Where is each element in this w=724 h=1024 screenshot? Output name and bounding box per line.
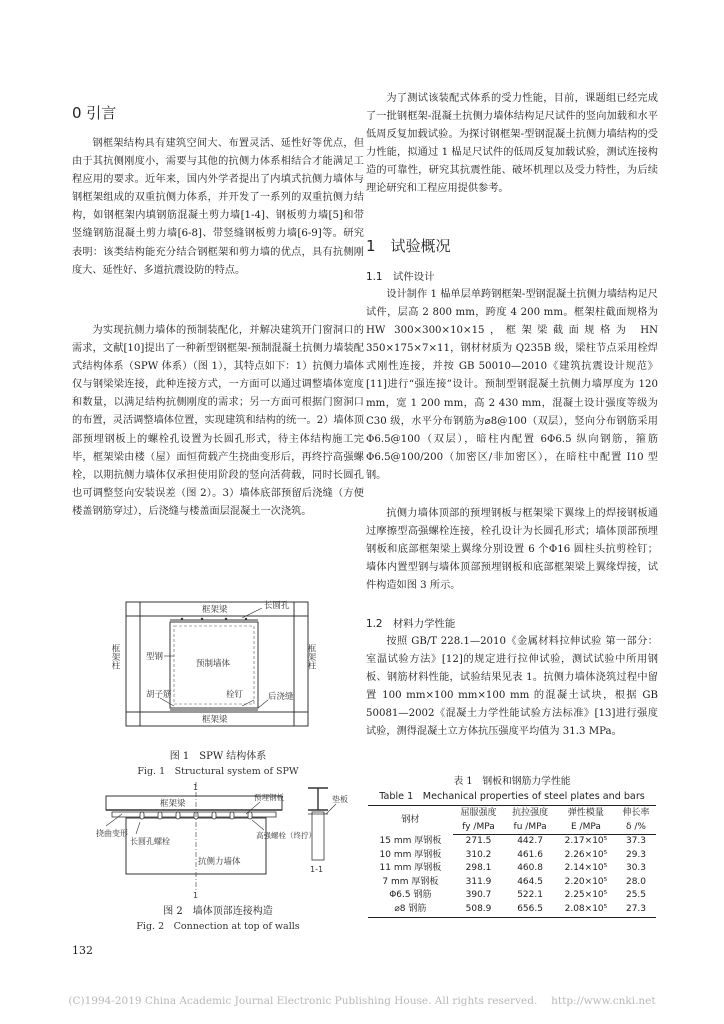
table-row xyxy=(368,889,656,903)
intro-paragraph-2: 为实现抗侧力墙体的预制装配化，并解决建筑开门窗洞口的需求，文献[10]提出了一种新型钢框架-预制混凝土抗侧力墙装配式结构体系（SPW 体系）（图 1），其特点如下：1）抗侧力墙体仅与钢梁梁连接，此种连接方式，一方面可以通过调整墙体宽度和数量，以满足结构抗侧刚度的需求；另一方面可根据门窗洞口的布置，灵活调整墙体位置，实现建筑和结构的统一。2）墙体顶部预埋钢板上的螺栓孔设置为长圆孔形式，待主体结构施工完毕，框架梁由楼（屋）面恒荷载产生挠曲变形后，再终拧高强螺栓，以期抗侧力墙体仅承担使用阶段的竖向活荷载，同时长圆孔也可调整竖向安装误差（图 2）。3）墙体底部预留后浇缝（方便楼盖钢筋穿过），后浇缝与楼盖面层混凝土一次浇筑。 xyxy=(72,325,364,517)
table-header-elongation: 伸长率 xyxy=(616,806,656,821)
table-cell: 522.1 xyxy=(517,890,543,901)
table-row xyxy=(368,835,656,849)
fig1-label-top-beam: 框架梁 xyxy=(202,605,228,615)
fig2-label-mark-top: 1 xyxy=(193,783,199,792)
figure-1-caption-cn: 图 1 SPW 结构体系 xyxy=(169,751,267,762)
fig1-label-post-cast-strip: 后浇缝 xyxy=(268,692,294,702)
table-cell: 311.9 xyxy=(465,876,492,887)
fig1-label-anchor-bars: 胡子筋 xyxy=(146,690,172,700)
table-cell: 390.7 xyxy=(465,890,492,901)
table-cell: 298.1 xyxy=(465,863,492,874)
table-row xyxy=(368,862,656,876)
fig2-label-embedded-plate: 预埋钢板 xyxy=(254,793,284,802)
fig2-label-mark-bottom: 1 xyxy=(193,891,199,900)
fig2-label-deflection: 挠曲变形 xyxy=(96,829,128,838)
fig1-label-precast-wall: 预制墙体 xyxy=(196,659,231,669)
table-cell: 29.3 xyxy=(625,849,647,860)
table-unit-elongation: δ /% xyxy=(616,820,656,835)
table-cell: 2.20×10⁵ xyxy=(564,876,608,887)
copyright-footer: (C)1994-2019 China Academic Journal Electronic Publishing House. All rights reserved. http://www.cnki.net xyxy=(68,995,656,1007)
table-cell: Φ6.5 钢筋 xyxy=(389,890,432,901)
table-header-material: 钢材 xyxy=(368,806,453,835)
table-cell: 2.26×10⁵ xyxy=(564,849,608,860)
table-1-mechanical-properties xyxy=(368,805,656,918)
fig2-label-hs-bolt: 高强螺栓（终拧） xyxy=(256,831,316,840)
fig2-label-frame-beam: 框架梁 xyxy=(160,799,186,809)
table-cell: 2.14×10⁵ xyxy=(564,863,608,874)
table-cell: 460.8 xyxy=(517,863,543,874)
right-intro-paragraph: 为了测试该装配式体系的受力性能，目前，课题组已经完成了一批钢框架-混凝土抗侧力墙体结构足尺试件的竖向加载和水平低周反复加载试验。为探讨钢框架-型钢混凝土抗侧力墙结构的受力性能，拟通过 1 榀足尺试件的低周反复加载试验，测试连接构造的可靠性，研究其抗震性能、破坏机理以及受力特性，为后续理论研究和工程应用提供参考。 xyxy=(366,93,658,195)
figure-1-caption-en: Fig. 1 Structural system of SPW xyxy=(137,766,299,777)
fig1-label-slot-hole: 长圆孔 xyxy=(264,601,290,611)
table-header-modulus: 弹性模量 xyxy=(556,806,616,821)
table-cell: 310.2 xyxy=(465,849,492,860)
table-cell: 7 mm 厚钢板 xyxy=(382,876,439,887)
table-cell: 27.3 xyxy=(616,903,656,917)
table-cell: 461.6 xyxy=(517,849,543,860)
table-cell: 271.5 xyxy=(465,836,492,846)
table-cell: 2.17×10⁵ xyxy=(564,836,608,846)
table-cell: 37.3 xyxy=(625,836,647,846)
section-1-heading: 1 试验概况 xyxy=(366,237,451,255)
table-row xyxy=(368,876,656,890)
table-unit-yield: fy /MPa xyxy=(453,820,505,835)
fig2-label-section-1-1: 1-1 xyxy=(310,865,324,874)
figure-2-caption-en: Fig. 2 Connection at top of walls xyxy=(136,921,300,932)
table-cell: 15 mm 厚钢板 xyxy=(379,835,442,846)
subsection-1-2-heading: 1.2 材料力学性能 xyxy=(366,618,456,630)
table-cell: 25.5 xyxy=(625,890,647,901)
fig2-label-pad: 垫板 xyxy=(332,795,348,804)
table-unit-tensile: fu /MPa xyxy=(504,820,556,835)
figure-2-top-connection xyxy=(96,778,356,898)
table-cell: 28.0 xyxy=(625,876,647,887)
table-cell: 656.5 xyxy=(504,903,556,917)
table-cell: 10 mm 厚钢板 xyxy=(379,849,442,860)
figure-1-spw-system xyxy=(112,594,322,744)
table-cell: 2.25×10⁵ xyxy=(564,890,608,901)
table-cell: 464.5 xyxy=(517,876,543,887)
table-cell: 442.7 xyxy=(517,836,543,846)
table-cell: 2.08×10⁵ xyxy=(556,903,616,917)
fig1-label-right-column: 框架柱 xyxy=(306,644,316,670)
figure-2-caption-cn: 图 2 墙体顶部连接构造 xyxy=(163,906,273,917)
table-header-yield: 屈服强度 xyxy=(453,806,505,821)
intro-paragraph-1: 钢框架结构具有建筑空间大、布置灵活、延性好等优点，但由于其抗侧刚度小，需要与其他的抗侧力体系相结合才能满足工程应用的要求。近年来，国内外学者提出了内填式抗侧力墙体与钢框架组成的双重抗侧力体系，并开发了一系列的双重抗侧力结构，如钢框架内填钢筋混凝土剪力墙[1-4]、钢板剪力墙[5]和带竖缝钢筋混凝土剪力墙[6-8]、带竖缝钢板剪力墙[6-9]等。研究表明：该类结构能充分结合钢框架和剪力墙的优点，具有抗侧刚度大、延性好、多道抗震设防的特点。 xyxy=(72,138,364,276)
table-header-tensile: 抗拉强度 xyxy=(504,806,556,821)
table-1-caption-en: Table 1 Mechanical properties of steel plates and bars xyxy=(379,791,645,802)
table-cell: 508.9 xyxy=(453,903,505,917)
subsection-1-1-paragraph-2: 抗侧力墙体顶部的预埋钢板与框架梁下翼缘上的焊接钢板通过摩擦型高强螺栓连接，栓孔设计为长圆孔形式；墙体顶部预埋钢板和底部框架梁上翼缘分别设置 6 个Φ16 圆柱头抗剪栓钉；墙体内置型钢与墙体顶部预埋钢板和底部框架梁上翼缘焊接，试件构造如图 3 所示。 xyxy=(366,508,658,592)
fig1-label-stud: 栓钉 xyxy=(226,690,244,700)
fig2-label-wall: 抗侧力墙体 xyxy=(198,857,241,867)
fig1-label-bottom-beam: 框架梁 xyxy=(202,715,228,725)
table-1-caption-cn: 表 1 钢板和钢筋力学性能 xyxy=(453,776,571,787)
table-cell: ⌀8 钢筋 xyxy=(368,903,453,917)
table-cell: 11 mm 厚钢板 xyxy=(379,863,442,874)
fig2-label-slot-bolt: 长圆孔螺栓 xyxy=(130,837,170,846)
section-0-heading: 0 引言 xyxy=(72,104,117,122)
table-row xyxy=(368,849,656,863)
fig1-label-steel-section: 型钢 xyxy=(146,652,164,662)
subsection-1-1-paragraph: 设计制作 1 榀单层单跨钢框架-型钢混凝土抗侧力墙结构足尺试件，层高 2 800 mm，跨度 4 200 mm。框架柱截面规格为 HW 300×300×10×15，框架梁截面规格为 HN 350×175×7×11，钢材材质为 Q235B 级，梁柱节点采用栓焊式刚性连接，并按 GB 50010—2010《建筑抗震设计规范》[11]进行“强连接”设计。预制型钢混凝土抗侧力墙厚度为 120 mm，宽 1 200 mm，高 2 430 mm，混凝土设计强度等级为 C30 级，水平分布钢筋为⌀8@100（双层），竖向分布钢筋采用Φ6.5@100（双层），暗柱内配置 6Φ6.5 纵向钢筋，箍筋Φ6.5@100/200（加密区/非加密区），在暗柱中配置 I10 型钢。 xyxy=(366,289,658,481)
subsection-1-1-heading: 1.1 试件设计 xyxy=(366,271,435,283)
fig1-label-left-column: 框架柱 xyxy=(110,644,120,670)
table-cell: 30.3 xyxy=(625,863,647,874)
table-row xyxy=(368,903,656,917)
subsection-1-2-paragraph: 按照 GB/T 228.1—2010《金属材料拉伸试验 第一部分：室温试验方法》[12]的规定进行拉伸试验，测试试验中所用钢板、钢筋材料性能，试验结果见表 1。抗侧力墙体浇筑过程中留置 100 mm×100 mm×100 mm 的混凝土试块，根据 GB 50081—2002《混凝土力学性能试验方法标准》[13]进行强度试验，测得混凝土立方体抗压强度平均值为 31.3 MPa。 xyxy=(366,636,658,738)
page-number: 132 xyxy=(72,944,93,957)
table-unit-modulus: E /MPa xyxy=(556,820,616,835)
